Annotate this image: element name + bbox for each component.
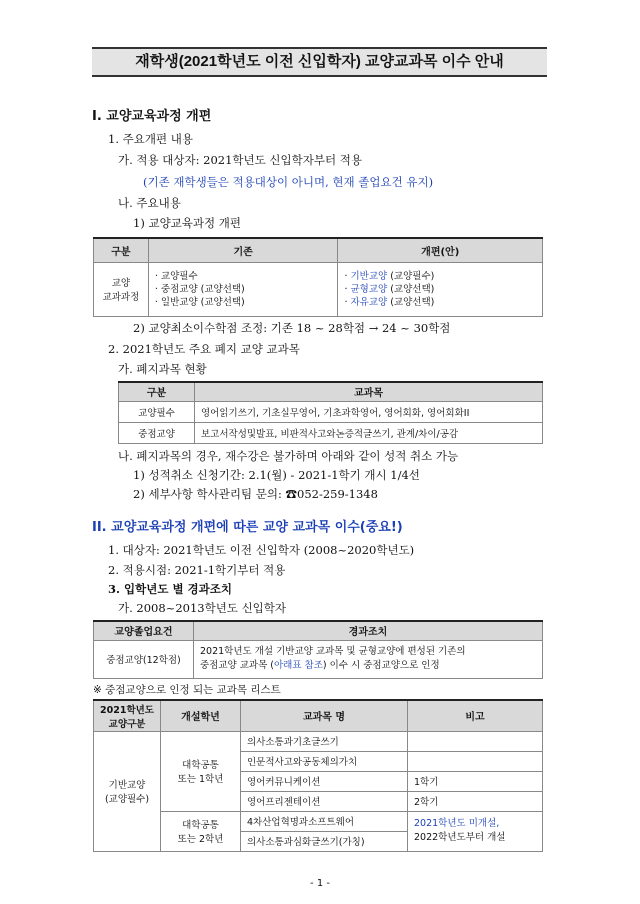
sec2-item2: 2. 적용시점: 2021-1학기부터 적용 [108,563,286,577]
table4-year1: 대학공통 또는 1학년 [161,731,241,811]
table4-header-category: 2021학년도 교양구분 [94,700,161,731]
course-list-reference-link[interactable]: 아래표 참조 [274,660,323,671]
abolished-courses-table [118,381,543,444]
sec1-item1-note: (기존 재학생들은 적용대상이 아니며, 현재 졸업요건 유지) [143,175,434,189]
table3-requirement: 중점교양(12학점) [94,640,194,678]
table1-header-category: 구분 [94,238,149,262]
table2-header-category: 구분 [119,382,195,401]
course-list-note: ※ 중점교양으로 인정 되는 교과목 리스트 [93,684,281,696]
table-row: 영어프리젠테이션 2학기 [94,791,543,811]
table1-header-new: 개편(안) [338,238,543,262]
sec2-item1: 1. 대상자: 2021학년도 이전 신입학자 (2008~2020학년도) [108,543,415,557]
page-title: 재학생(2021학년도 이전 신입학자) 교양교과목 이수 안내 [92,47,547,77]
table2-header-courses: 교과목 [195,382,543,401]
list-item: · 일반교양 (교양선택) [154,296,245,308]
table4-header-course: 교과목 명 [241,700,408,731]
table4-header-year: 개설학년 [161,700,241,731]
sec1-item1-na-1: 1) 교양교육과정 개편 [133,216,241,230]
sec1-item1-na-2: 2) 교양최소이수학점 조정: 기존 18 ~ 28학점 → 24 ~ 30학점 [133,321,451,335]
table4-year2: 대학공통 또는 2학년 [161,811,241,851]
table1-header-old: 기존 [148,238,338,262]
table4-header-note: 비고 [408,700,543,731]
list-item: · 자유교양 (교양선택) [344,296,435,308]
list-item: · 균형교양 (교양선택) [344,283,435,295]
sec1-item2-ga: 가. 폐지과목 현황 [118,362,207,376]
sec1-item1-na: 나. 주요내용 [118,196,181,210]
table-row: 중점교양 보고서작성및발표, 비판적사고와논증적글쓰기, 관계/차이/공감 [119,422,543,443]
sec1-item2: 2. 2021학년도 주요 폐지 교양 교과목 [108,342,300,356]
curriculum-reform-table [93,237,543,317]
table4-year2-note: 2021학년도 미개설, 2022학년도부터 개설 [408,811,543,851]
table3-header-measure: 경과조치 [194,621,543,640]
recognized-courses-table [93,699,543,852]
list-item: · 기반교양 (교양필수) [344,270,435,282]
table-row: 인문적사고와공동체의가치 [94,751,543,771]
table1-new-list [338,262,543,316]
sec1-item2-na-1: 1) 성적취소 신청기간: 2.1(월) - 2021-1학기 개시 1/4선 [133,468,420,482]
sec1-item1-ga: 가. 적용 대상자: 2021학년도 신입학자부터 적용 [118,153,362,167]
sec1-item1: 1. 주요개편 내용 [108,132,193,146]
table1-old-list [148,262,338,316]
list-item: · 중점교양 (교양선택) [154,283,245,295]
section-1-heading: I. 교양교육과정 개편 [92,109,212,124]
table3-measure: 2021학년도 개설 기반교양 교과목 및 균형교양에 편성된 기존의 중점교양 교과목 (아래표 참조) 이수 시 중점교양으로 인정 [194,640,543,678]
sec2-item3: 3. 입학년도 별 경과조치 [108,582,232,596]
table-row: 의사소통과심화글쓰기(가칭) [94,831,543,851]
sec1-item2-na-2: 2) 세부사항 학사관리팀 문의: ☎052-259-1348 [133,487,378,501]
table4-group-label: 기반교양 (교양필수) [94,731,161,851]
table3-header-requirement: 교양졸업요건 [94,621,194,640]
table-row: 대학공통 또는 2학년 4차산업혁명과소프트웨어 2021학년도 미개설, 2022학년도부터 개설 [94,811,543,831]
sec2-item3-ga: 가. 2008~2013학년도 신입학자 [118,601,287,615]
table1-row-label: 교양 교과과정 [94,262,149,316]
sec1-item2-na: 나. 폐지과목의 경우, 재수강은 불가하며 아래와 같이 성적 취소 가능 [118,449,459,463]
page-number: - 1 - [310,878,330,889]
table-row: 기반교양 (교양필수) 대학공통 또는 1학년 의사소통과기초글쓰기 [94,731,543,751]
table-row: 교양필수 영어읽기쓰기, 기초실무영어, 기초과학영어, 영어회화, 영어회화II [119,401,543,422]
table-row: 영어커뮤니케이션 1학기 [94,771,543,791]
list-item: · 교양필수 [154,270,198,282]
section-2-heading: II. 교양교육과정 개편에 따른 교양 교과목 이수(중요!) [92,520,403,535]
transition-measures-table [93,620,543,679]
